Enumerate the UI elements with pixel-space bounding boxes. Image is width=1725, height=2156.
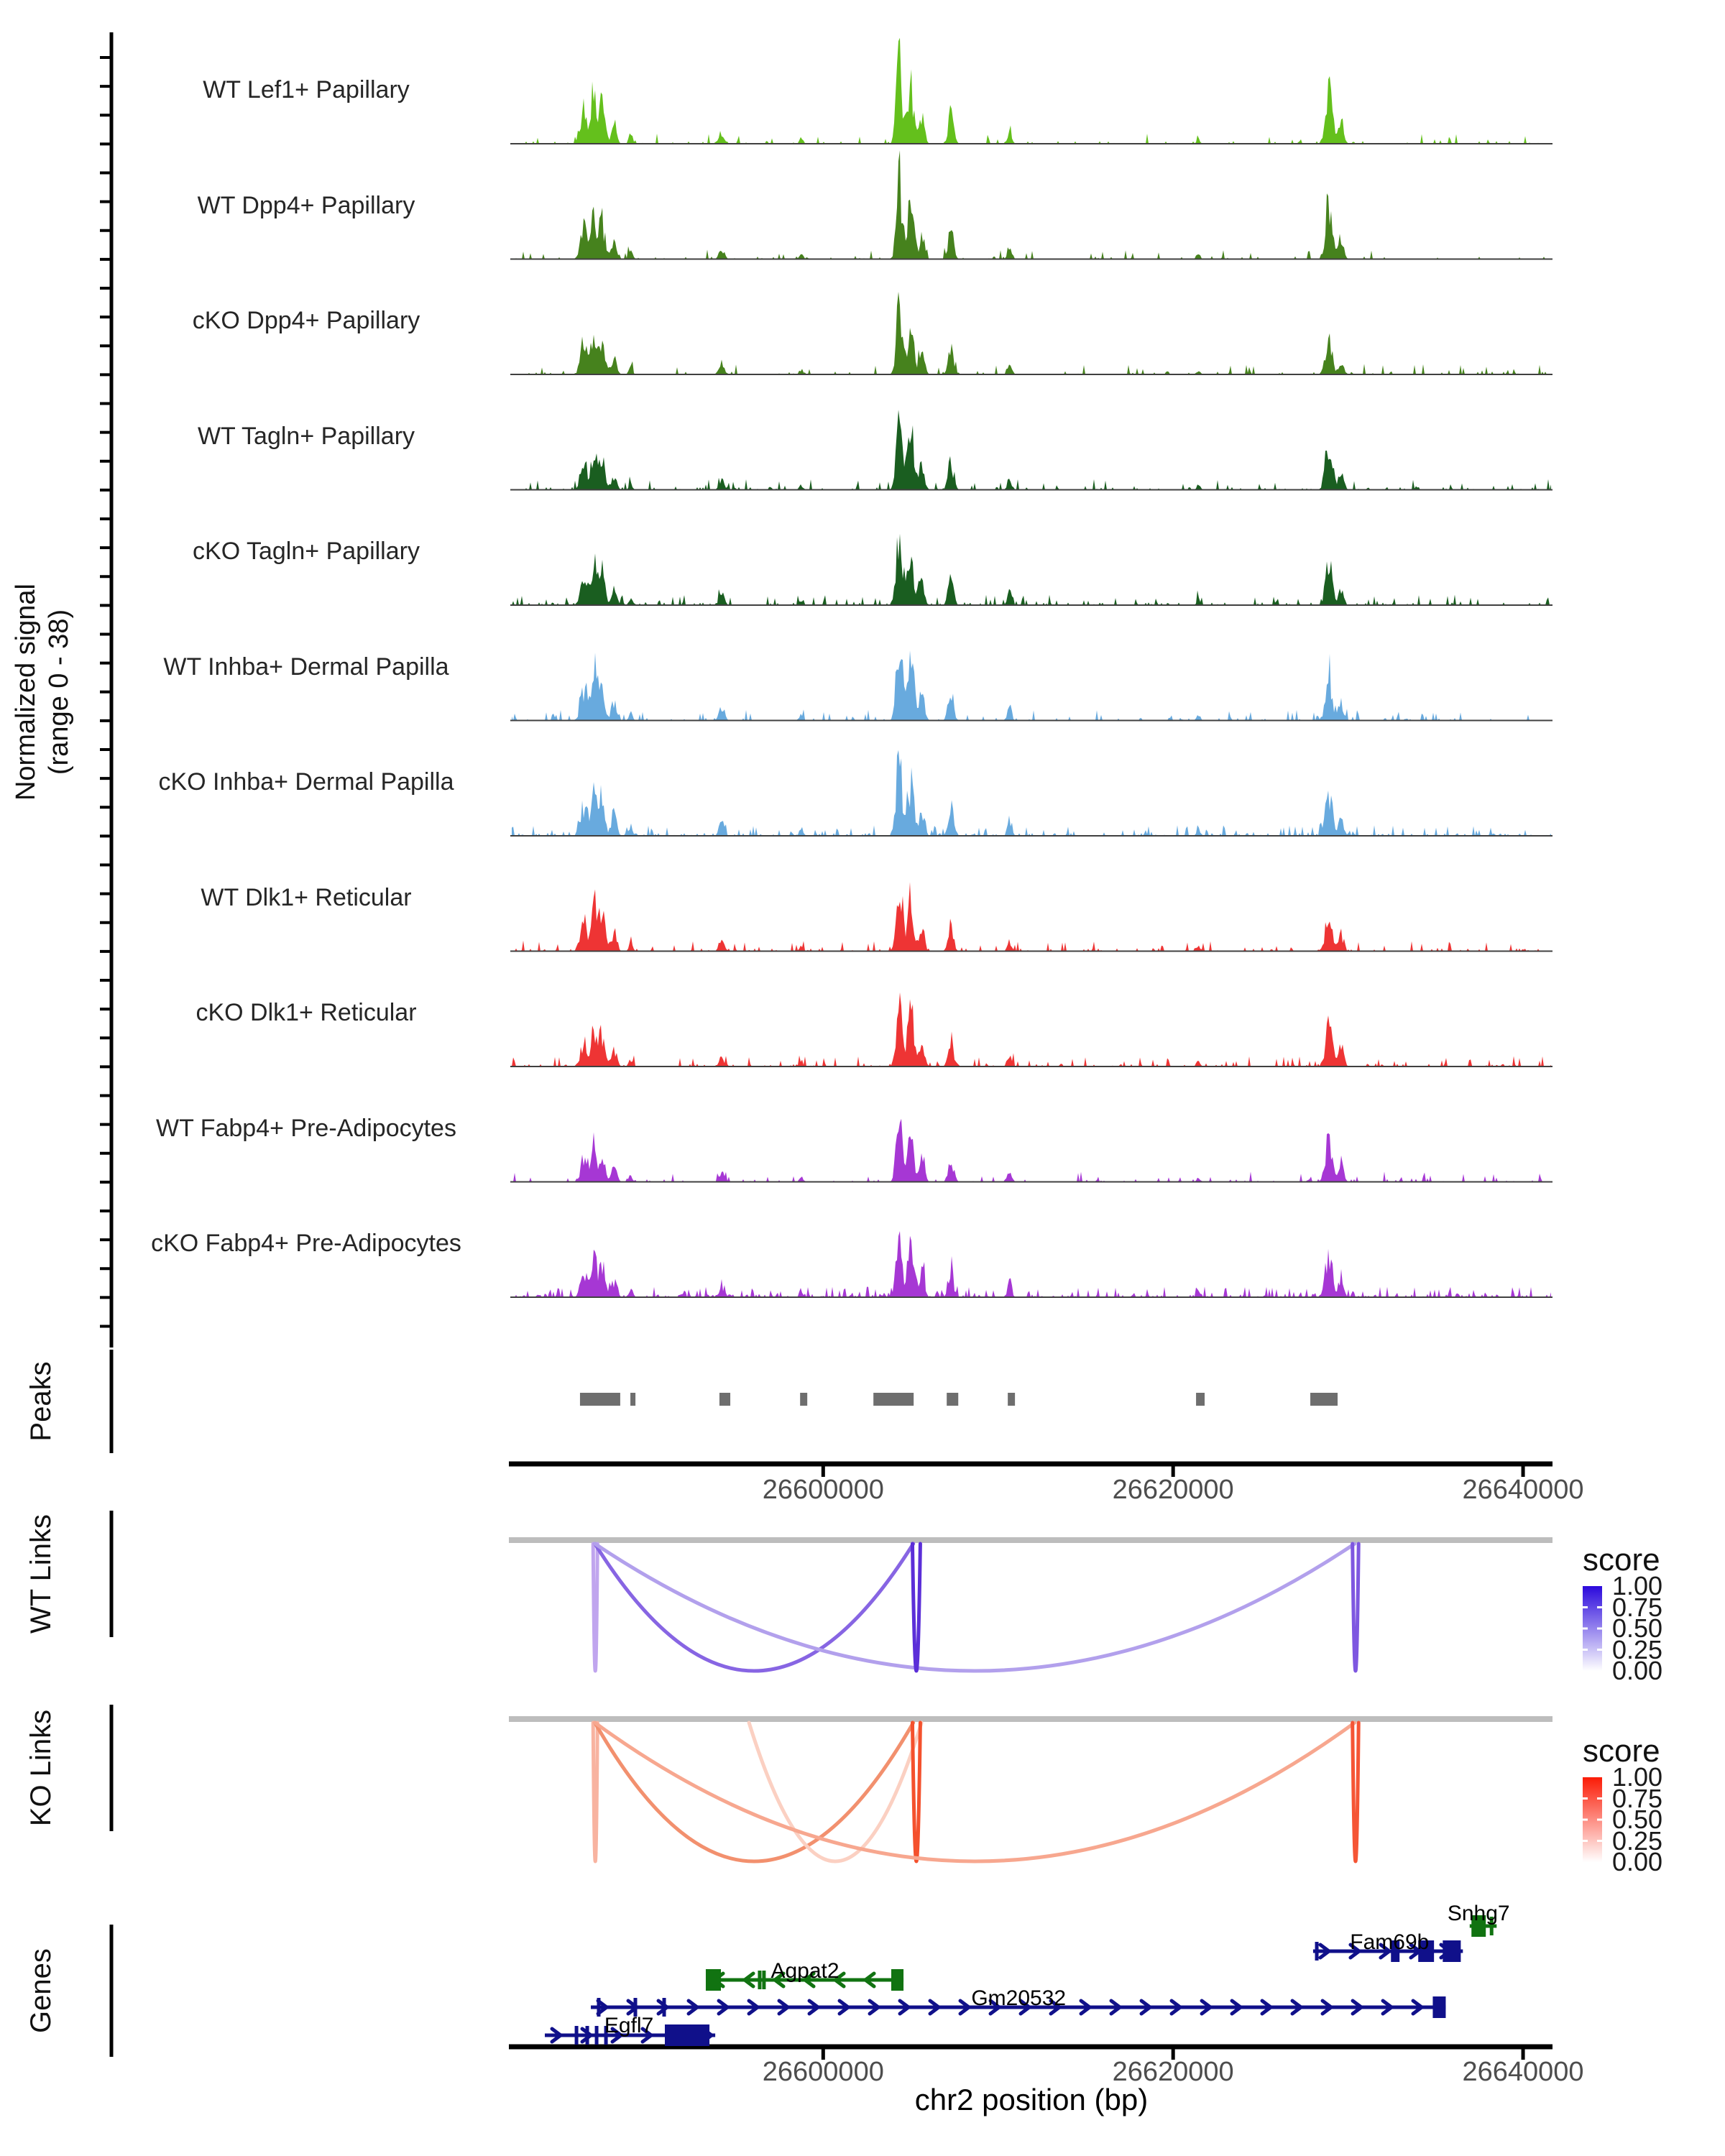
gene-label-agpat2: Agpat2 xyxy=(770,1959,840,1983)
wt-links-arcs xyxy=(509,1540,1552,1671)
peaks-axis-tick-26600000: 26600000 xyxy=(762,1475,884,1505)
peak-interval xyxy=(580,1393,620,1406)
peak-interval xyxy=(1196,1393,1205,1406)
signal-area-4 xyxy=(512,534,1551,605)
peak-interval xyxy=(719,1393,730,1406)
track-label-wt-inhba: WT Inhba+ Dermal Papilla xyxy=(163,653,449,681)
track-label-cko-fabp4: cKO Fabp4+ Pre-Adipocytes xyxy=(151,1230,461,1257)
signal-track-areas xyxy=(510,38,1552,1297)
ko-links-legend-bar xyxy=(1583,1777,1602,1862)
ko-links-legend-title: score xyxy=(1583,1733,1660,1769)
link-arc xyxy=(1353,1544,1359,1671)
peak-interval xyxy=(630,1393,635,1406)
peak-interval xyxy=(1310,1393,1338,1406)
wt-legend-tick-100: 1.00 xyxy=(1612,1571,1663,1600)
signal-area-6 xyxy=(512,750,1551,836)
signal-area-5 xyxy=(512,650,1551,720)
section-label-genes: Genes xyxy=(24,1948,57,2033)
link-arc xyxy=(593,1723,597,1861)
track-label-cko-dpp4: cKO Dpp4+ Papillary xyxy=(192,307,420,334)
gene-exon xyxy=(1432,1996,1445,2018)
track-label-wt-dpp4: WT Dpp4+ Papillary xyxy=(197,191,415,219)
track-label-wt-fabp4: WT Fabp4+ Pre-Adipocytes xyxy=(156,1114,456,1142)
genes-axis-tick-26640000: 26640000 xyxy=(1462,2057,1584,2087)
wt-legend-tick-000: 0.00 xyxy=(1612,1656,1663,1685)
gene-label-snhg7: Snhg7 xyxy=(1447,1902,1510,1925)
genes-axis-tick-26620000: 26620000 xyxy=(1112,2057,1234,2087)
ko-legend-tick-050: 0.50 xyxy=(1612,1805,1663,1834)
signal-area-9 xyxy=(512,1119,1551,1182)
ko-links-arcs xyxy=(509,1719,1552,1861)
wt-links-legend-bar xyxy=(1583,1586,1602,1671)
gene-label-gm20532: Gm20532 xyxy=(971,1986,1067,2010)
ko-legend-tick-000: 0.00 xyxy=(1612,1847,1663,1876)
peak-interval xyxy=(800,1393,807,1406)
y-axis-label xyxy=(9,419,81,965)
track-label-cko-tagln: cKO Tagln+ Papillary xyxy=(193,538,420,565)
ko-legend-tick-025: 0.25 xyxy=(1612,1825,1663,1856)
link-arc xyxy=(595,1544,1355,1671)
signal-area-0 xyxy=(512,38,1551,144)
y-axis-label-line1: Normalized signal xyxy=(11,584,41,801)
peaks-axis-tick-26640000: 26640000 xyxy=(1462,1475,1584,1505)
wt-links-legend-title: score xyxy=(1583,1542,1660,1577)
signal-area-3 xyxy=(512,410,1551,489)
link-arc xyxy=(912,1544,920,1671)
track-label-wt-lef1: WT Lef1+ Papillary xyxy=(203,76,410,103)
signal-area-7 xyxy=(512,882,1551,951)
section-label-wt-links: WT Links xyxy=(24,1514,57,1634)
genes-axis-tick-26600000: 26600000 xyxy=(762,2057,884,2087)
signal-area-1 xyxy=(512,150,1551,259)
peaks-axis-tick-26620000: 26620000 xyxy=(1112,1475,1234,1505)
link-arc xyxy=(1353,1723,1359,1861)
section-label-ko-links: KO Links xyxy=(24,1709,57,1827)
track-label-wt-dlk1: WT Dlk1+ Reticular xyxy=(201,883,412,911)
track-label-cko-dlk1: cKO Dlk1+ Reticular xyxy=(196,999,417,1026)
track-label-wt-tagln: WT Tagln+ Papillary xyxy=(197,422,415,450)
link-arc xyxy=(749,1723,921,1861)
signal-area-8 xyxy=(512,992,1551,1067)
peak-interval xyxy=(947,1393,958,1406)
link-arc xyxy=(595,1723,1355,1861)
gene-label-fam69b: Fam69b xyxy=(1350,1930,1430,1954)
section-label-peaks: Peaks xyxy=(24,1361,57,1442)
signal-area-2 xyxy=(512,292,1551,374)
ko-legend-tick-100: 1.00 xyxy=(1612,1762,1663,1792)
track-label-cko-inhba: cKO Inhba+ Dermal Papilla xyxy=(158,768,454,796)
ko-legend-tick-075: 0.75 xyxy=(1612,1783,1663,1813)
signal-area-10 xyxy=(512,1231,1551,1297)
wt-legend-tick-075: 0.75 xyxy=(1612,1592,1663,1622)
peak-interval xyxy=(873,1393,914,1406)
wt-legend-tick-025: 0.25 xyxy=(1612,1634,1663,1664)
peak-interval xyxy=(1008,1393,1015,1406)
peaks-track xyxy=(580,1393,1338,1406)
gene-label-egfl7: Egfl7 xyxy=(604,2014,654,2037)
link-arc xyxy=(593,1544,597,1671)
wt-legend-tick-050: 0.50 xyxy=(1612,1613,1663,1643)
x-axis-title: chr2 position (bp) xyxy=(914,2083,1149,2116)
y-axis-label-line2: (range 0 - 38) xyxy=(44,609,74,775)
link-arc xyxy=(595,1544,914,1671)
